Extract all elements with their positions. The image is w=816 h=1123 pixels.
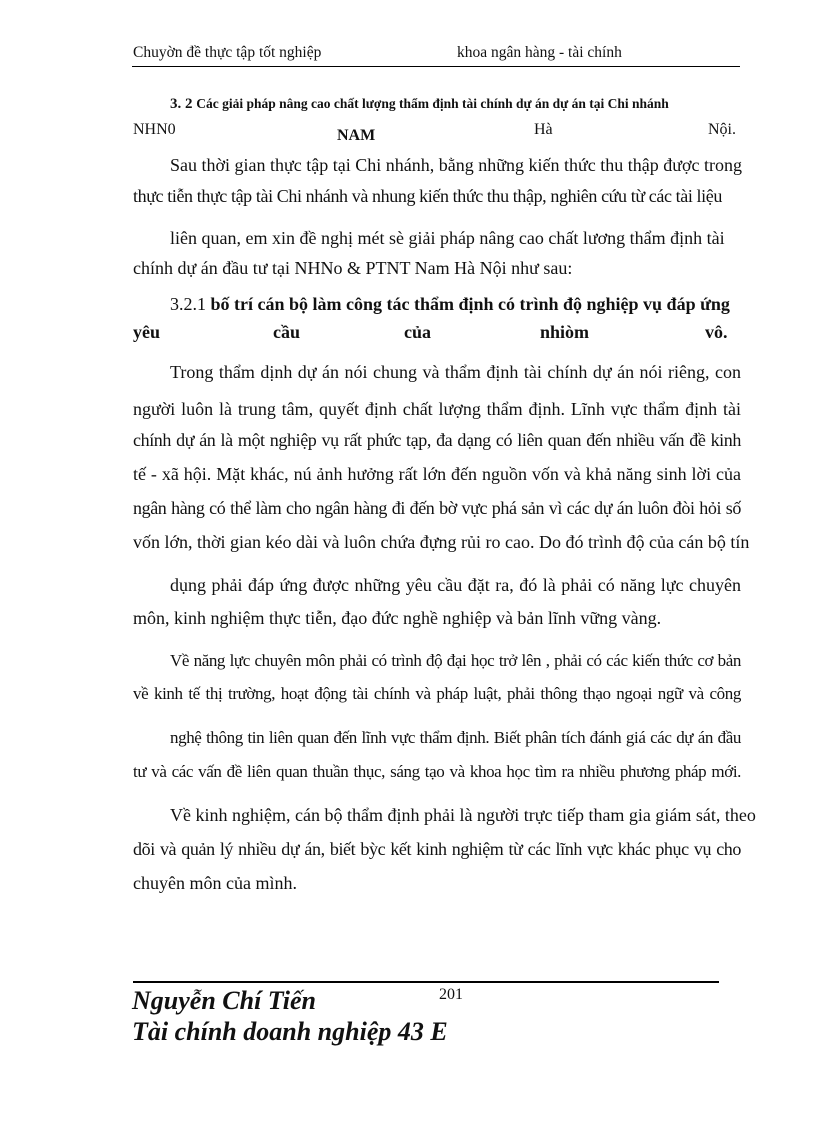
paragraph-line: Về kinh nghiệm, cán bộ thẩm định phải là người trực tiếp tham gia giám sát, theo <box>170 805 756 825</box>
paragraph-line: chính dự án đầu tư tại NHNo & PTNT Nam Hà Nội như sau: <box>133 258 573 278</box>
paragraph-line: chuyên môn của mình. <box>133 873 297 893</box>
section-title: Các giải pháp nâng cao chất lượng thẩm định tài chính dự án dự án tại Chi nhánh <box>196 96 669 111</box>
paragraph-line: Trong thẩm dịnh dự án nói chung và thẩm định tài chính dự án nói riêng, con <box>170 362 741 382</box>
section-number: 3. 2 <box>170 96 193 112</box>
subheading-word: vô. <box>705 322 728 342</box>
paragraph-line: về kinh tế thị trường, hoạt động tài chính và pháp luật, phải thông thạo ngoại ngữ và công <box>133 684 741 703</box>
subheading-word: yêu <box>133 322 160 342</box>
subheading-title: bố trí cán bộ làm công tác thẩm định có trình độ nghiệp vụ đáp ứng <box>206 294 730 314</box>
paragraph-line: nghệ thông tin liên quan đến lĩnh vực thẩm định. Biết phân tích đánh giá các dự án đầu <box>170 728 741 747</box>
subheading <box>170 293 741 315</box>
footer-rule <box>133 981 719 983</box>
author-class: Tài chính doanh nghiệp 43 E <box>132 1017 448 1046</box>
paragraph-line: ngân hàng có thể làm cho ngân hàng đi đến bờ vực phá sản vì các dự án luôn đòi hỏi số <box>133 498 741 518</box>
paragraph-line: Sau thời gian thực tập tại Chi nhánh, bằng những kiến thức thu thập được trong <box>170 155 742 175</box>
paragraph-line: người luôn là trung tâm, quyết định chất lượng thẩm định. Lĩnh vực thẩm định tài <box>133 399 741 419</box>
paragraph-line: liên quan, em xin đề nghị mét sè giải pháp nâng cao chất lương thẩm định tài <box>170 228 725 248</box>
paragraph-line: chính dự án là một nghiệp vụ rất phức tạp, đa dạng có liên quan đến nhiều vấn đề kinh <box>133 430 741 450</box>
header-left-title: Chuyờn đề thực tập tốt nghiệp <box>133 44 322 61</box>
paragraph-line: dụng phải đáp ứng được những yêu cầu đặt ra, đó là phải có năng lực chuyên <box>170 575 741 595</box>
section-heading-word-1: NHN0 <box>133 121 176 138</box>
page-number: 201 <box>439 986 463 1003</box>
paragraph-line: tế - xã hội. Mặt khác, nú ảnh hưởng rất lớn đến nguồn vốn và khả năng sinh lời của <box>133 464 741 484</box>
paragraph-line: thực tiễn thực tập tài Chi nhánh và nhung kiến thức thu thập, nghiên cứu từ các tài liệu <box>133 186 722 206</box>
author-name: Nguyễn Chí Tiến <box>132 986 316 1015</box>
section-heading-word-3: Hà <box>534 121 553 138</box>
subheading-word: cầu <box>273 322 300 342</box>
paragraph-line: tư và các vấn đề liên quan thuần thục, sáng tạo và khoa học tìm ra nhiều phương pháp mới. <box>133 762 741 781</box>
paragraph-line: dõi và quản lý nhiều dự án, biết bỳc kết kinh nghiệm từ các lĩnh vực khác phục vụ cho <box>133 839 741 859</box>
section-heading <box>170 93 741 115</box>
paragraph-line: Về năng lực chuyên môn phải có trình độ đại học trở lên , phải có các kiến thức cơ bản <box>170 651 741 670</box>
header-rule <box>132 66 740 67</box>
section-heading-word-4: Nội. <box>708 121 736 138</box>
section-heading-word-2: NAM <box>337 127 376 144</box>
subheading-word: của <box>404 322 431 342</box>
header-right-title: khoa ngân hàng - tài chính <box>457 44 622 61</box>
subheading-number: 3.2.1 <box>170 294 206 314</box>
paragraph-line: vốn lớn, thời gian kéo dài và luôn chứa đựng rủi ro cao. Do đó trình độ của cán bộ tín <box>133 532 750 552</box>
subheading-word: nhiòm <box>540 322 590 342</box>
paragraph-line: môn, kinh nghiệm thực tiễn, đạo đức nghề nghiệp và bản lĩnh vững vàng. <box>133 608 662 628</box>
